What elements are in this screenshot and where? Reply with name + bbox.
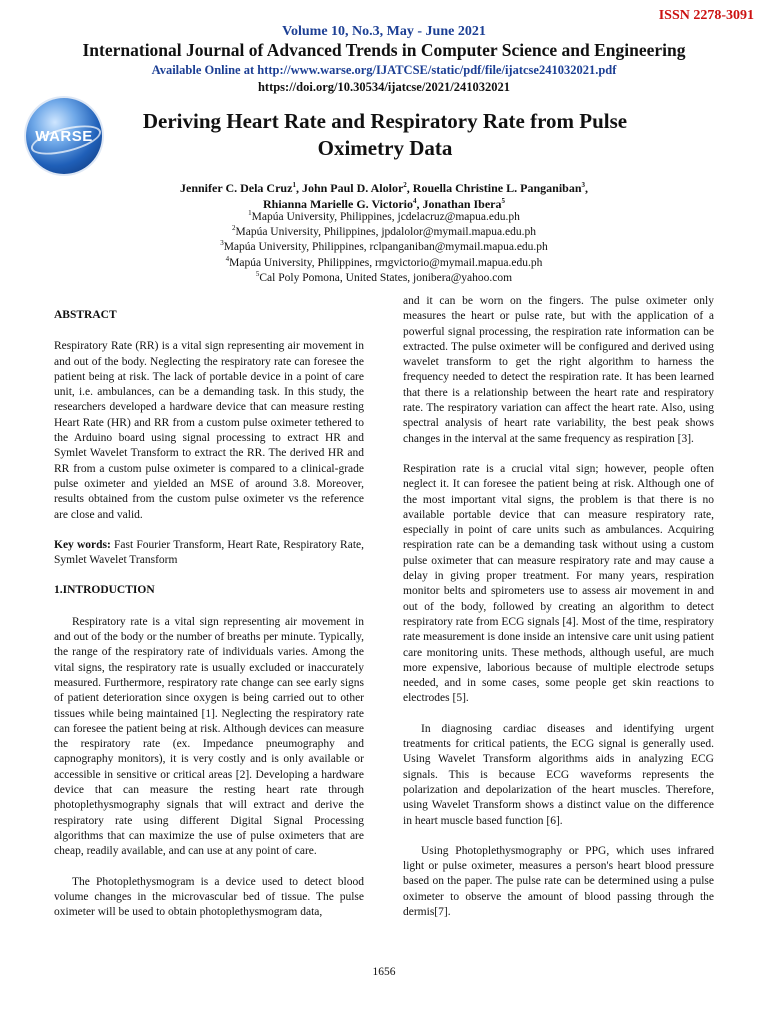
author-mark: 2 — [403, 181, 407, 189]
affiliation-line: $^5$Cal Poly Pomona, United States, jonibera@yahoo.com — [255, 269, 513, 284]
author-mark: 4 — [412, 197, 417, 205]
doi-link[interactable]: https://doi.org/10.30534/ijatcse/2021/241032021 — [257, 80, 511, 94]
affiliation-line: $^1$Mapúa University, Philippines, jcdelacruz@mapua.edu.ph — [248, 209, 520, 223]
paragraph: The Photoplethysmogram is a device used to detect blood volume changes in the microvascular bed of tissue. The pulse oximeter will be used to obtain photoplethysmogram data, — [54, 875, 364, 919]
introduction-heading: 1.INTRODUCTION — [54, 584, 155, 597]
paragraph: Using Photoplethysmography or PPG, which uses infrared light or pulse oximeter, measures a person's heart blood pressure based on the paper. The pulse rate can be determined using a pulse oximeter to observe the amount of blood passing through the dermis[7]. — [403, 844, 714, 918]
keywords — [54, 538, 364, 569]
volume-issue: Volume 10, No.3, May - June 2021 — [282, 24, 486, 39]
affiliation-list — [0, 210, 768, 286]
paper-title: Deriving Heart Rate and Respiratory Rate from Pulse Oximetry Data — [142, 109, 628, 160]
journal-name: International Journal of Advanced Trends in Computer Science and Engineering — [82, 40, 686, 60]
affiliation-line: $^4$Mapúa University, Philippines, rmgvictorio@mymail.mapua.edu.ph — [225, 254, 543, 269]
paragraph: Respiration rate is a crucial vital sign; however, people often neglect it. It can foresee the patient being at risk. Although one of the most important vital signs, the problem is that there is no available portable device that can measure respiratory rate, especially in point of care units such as ambulances. Acquiring respiration rate can be a demanding task without using a custom pulse oximeter that can measure respiratory rate and may cause a delay in giving proper treatment. For many years, respiration monitor belts and spirometers use to assess air movement in and out of the body, followed by creating an algorithm to detect respiratory rate from ECG signals [4]. Most of the time, respiratory rate measurement is done inside an intensive care unit using patient care monitoring units. These methods, although useful, are much more expensive, laborious because of multiple electrode setups needed, and in some cases, some people get skin reactions to electrodes [5]. — [403, 462, 714, 705]
abstract-text: Respiratory Rate (RR) is a vital sign representing air movement in and out of the body. Neglecting the respiratory rate can foresee the patient being at risk. The lack of portable device in a point of care unit, i.e. ambulances, can be a demanding task. In this study, the researchers developed a hardware device that can measure resting Heart Rate (HR) and RR from a custom pulse oximeter tethered to the Arduino board using signal processing to extract HR and Symlet Wavelet Transform to extract the RR. The derived HR and RR from a custom pulse oximeter is compared to a clinical-grade pulse oximeter and yielded an MSE of around 3.8. Moreover, results obtained from the custom pulse oximeter vs the reference are close and valid. — [54, 340, 364, 521]
author-name: Rouella Christine L. Panganiban — [412, 181, 582, 195]
keywords-text: Fast Fourier Transform, Heart Rate, Respiratory Rate, Symlet Wavelet Transform — [54, 538, 364, 567]
author-name: John Paul D. Alolor — [301, 181, 404, 195]
paragraph: Respiratory rate is a vital sign representing air movement in and out of the body or the number of breaths per minute. Typically, the range of the respiratory rate of individuals varies. Among the vital signs, the respiratory rate is usually excluded or inaccurately measured. Furthermore, respiratory rate change can see early signs of patient deterioration since oxygen is being carried out to other tissues while being maintained [1]. Neglecting the respiratory rate can foresee the patient being at risk. Although devices can measure the respiratory rate (ex. Impedance pneumography and capnography monitors), it is very costly and is only available or accessible in sensitive or critical areas [2]. Developing a hardware device that can measure the resting heart rate through photoplethysmography signals that will extract and derive the respiratory rate using different Digital Signal Processing algorithms that can maximize the use of pulse oximeters that are cheap, readily available, and can use at any point of care. — [54, 615, 364, 858]
author-mark: 3 — [581, 181, 585, 189]
author-name: Jonathan Ibera — [422, 197, 502, 211]
paragraph: and it can be worn on the fingers. The pulse oximeter only measures the heart or pulse rate, but with the application of a powerful signal processing, the respiration rate information can be extracted. The pulse oximeter will be configured and derived using wavelet transform to get the right algorithm to harness the frequency needed to detect the respiration rate. It has been learned that there is a relationship between the heart rate and respiratory rate. The respiratory variation can affect the heart rate. Also, using spectral analysis of heart rate variability, the best peak shows changes in the interval at the same frequency as respiration [3]. — [403, 295, 714, 445]
keywords-label: Key words: — [54, 538, 111, 551]
author-mark: 5 — [501, 197, 505, 205]
abstract-heading: ABSTRACT — [54, 309, 117, 321]
logo-text: WARSE — [35, 128, 93, 145]
affiliation-line: $^3$Mapúa University, Philippines, rclpanganiban@mymail.mapua.edu.ph — [220, 239, 548, 254]
warse-logo — [26, 98, 102, 174]
affiliation-line: $^2$Mapúa University, Philippines, jpdalolor@mymail.mapua.edu.ph — [232, 224, 536, 239]
author-name: Rhianna Marielle G. Victorio — [263, 197, 413, 211]
left-column — [54, 308, 364, 935]
author-list: Jennifer C. Dela Cruz$^1$, John Paul D. Alolor$^2$, Rouella Christine L. Panganiban$^3$, Rhianna Marielle G. Victorio$^4$, Jonathan Ibera$^5$ — [180, 181, 588, 211]
issn-label: ISSN 2278-3091 — [658, 8, 754, 23]
page-number: 1656 — [372, 966, 396, 978]
paragraph: In diagnosing cardiac diseases and identifying urgent treatments for critical patients, the ECG signal is generally used. Using Wavelet Transform algorithms aids in analyzing ECG signals. This is because ECG waveforms represents the polarization and depolarization of the heart muscles. Therefore, using Wavelet Transform shows a distinct value on the difference in heart muscle based function [6]. — [403, 722, 714, 827]
available-online-link[interactable]: Available Online at http://www.warse.org/IJATCSE/static/pdf/file/ijatcse241032021.pdf — [151, 63, 617, 77]
author-mark: 1 — [292, 181, 296, 189]
author-name: Jennifer C. Dela Cruz — [180, 181, 293, 195]
right-column — [403, 294, 714, 935]
